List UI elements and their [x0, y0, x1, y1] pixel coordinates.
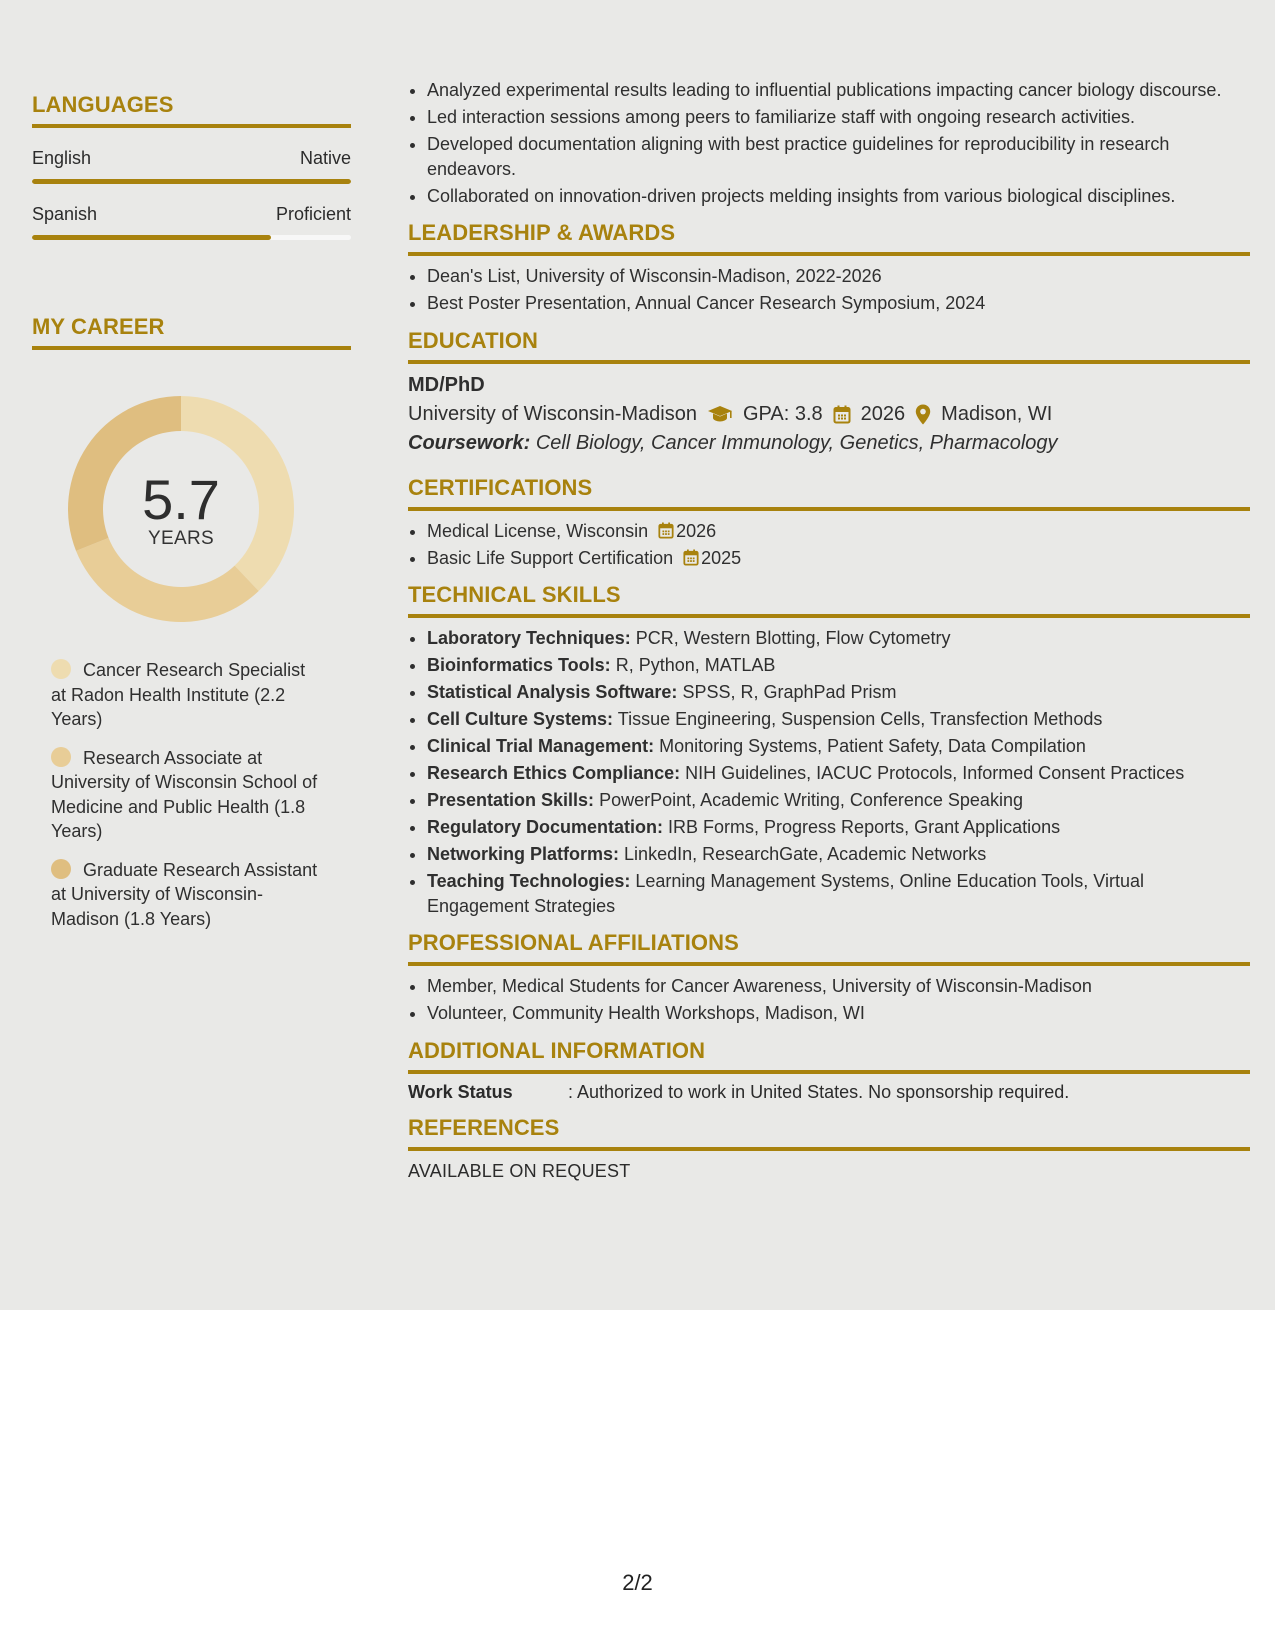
- calendar-icon: [683, 549, 699, 566]
- section-title: EDUCATION: [408, 328, 1250, 364]
- list-item: [427, 761, 1250, 786]
- list-item: • Led interaction sessions among peers to familiarize staff with ongoing research activities.: [427, 105, 1250, 130]
- left-column: [32, 92, 351, 945]
- list-item: [427, 815, 1250, 840]
- career-total-unit: YEARS: [148, 528, 214, 549]
- skill-label: Presentation Skills:: [427, 790, 595, 810]
- list-item: [427, 842, 1250, 867]
- skill-label: Regulatory Documentation:: [427, 817, 664, 837]
- list-item: [427, 707, 1250, 732]
- page-number: 2/2: [622, 1570, 653, 1595]
- right-column: [408, 78, 1250, 1182]
- skill-value: Tissue Engineering, Suspension Cells, Transfection Methods: [617, 709, 1103, 729]
- career-donut-chart: [66, 394, 296, 624]
- list-item: [427, 653, 1250, 678]
- location-pin-icon: [915, 404, 931, 425]
- languages-title: LANGUAGES: [32, 92, 351, 128]
- section-title: LEADERSHIP & AWARDS: [408, 220, 1250, 256]
- list-item: [427, 734, 1250, 759]
- section-title: REFERENCES: [408, 1115, 1250, 1151]
- list-item: • Best Poster Presentation, Annual Cancer Research Symposium, 2024: [427, 291, 1250, 316]
- skill-value: LinkedIn, ResearchGate, Academic Networks: [624, 844, 987, 864]
- skill-value: Learning Management Systems, Online Education Tools, Virtual Engagement Strategies: [427, 871, 1144, 916]
- legend-dot: [51, 747, 71, 767]
- skill-label: Networking Platforms:: [427, 844, 620, 864]
- calendar-icon: [833, 405, 851, 424]
- list-item: • Member, Medical Students for Cancer Awareness, University of Wisconsin-Madison: [427, 974, 1250, 999]
- career-total-years: 5.7: [142, 468, 220, 531]
- education-details: [408, 403, 1250, 426]
- career-title: MY CAREER: [32, 314, 351, 350]
- list-item: • Developed documentation aligning with best practice guidelines for reproducibility in research endeavors.: [427, 132, 1250, 181]
- skill-value: PowerPoint, Academic Writing, Conference Speaking: [599, 790, 1023, 810]
- certification-year: 2025: [701, 547, 742, 568]
- calendar-icon: [658, 522, 674, 539]
- list-item: [427, 869, 1250, 918]
- language-level: Proficient: [275, 204, 351, 224]
- language-spanish: [32, 204, 351, 240]
- legend-dot: [51, 859, 71, 879]
- list-item: • Collaborated on innovation-driven projects melding insights from various biological disciplines.: [427, 184, 1250, 209]
- skill-label: Laboratory Techniques:: [427, 628, 631, 648]
- experience-bullets: [408, 78, 1250, 208]
- references-text: AVAILABLE ON REQUEST: [408, 1160, 631, 1181]
- degree-name: MD/PhD: [408, 373, 485, 396]
- section-title: ADDITIONAL INFORMATION: [408, 1038, 1250, 1074]
- skill-value: R, Python, MATLAB: [615, 655, 776, 675]
- language-name: Spanish: [32, 204, 98, 224]
- skill-label: Teaching Technologies:: [427, 871, 631, 891]
- graduation-cap-icon: [707, 405, 733, 423]
- list-item: • Dean's List, University of Wisconsin-Madison, 2022-2026: [427, 264, 1250, 289]
- references-section: [408, 1115, 1250, 1182]
- additional-info-section: [408, 1038, 1250, 1103]
- legend-item: [51, 858, 321, 932]
- skill-label: Bioinformatics Tools:: [427, 655, 611, 675]
- work-status-label: Work Status: [408, 1081, 513, 1102]
- career-legend: [51, 658, 321, 931]
- certification-name: Medical License, Wisconsin: [427, 520, 649, 541]
- work-status-value: : Authorized to work in United States. No sponsorship required.: [568, 1081, 1070, 1102]
- legend-label: Cancer Research Specialist at Radon Health Institute (2.2 Years): [51, 660, 306, 729]
- certification-year: 2026: [676, 520, 717, 541]
- coursework-label: Coursework:: [408, 431, 531, 454]
- list-item: [427, 626, 1250, 651]
- list-item: [427, 519, 1250, 544]
- education-section: [408, 328, 1250, 455]
- language-english: [32, 148, 351, 184]
- language-bar-fill: [32, 179, 351, 184]
- technical-skills-section: [408, 582, 1250, 918]
- certifications-section: [408, 475, 1250, 571]
- leadership-section: [408, 220, 1250, 316]
- legend-dot: [51, 659, 71, 679]
- graduation-year: 2026: [860, 402, 906, 425]
- skill-value: SPSS, R, GraphPad Prism: [682, 682, 897, 702]
- school-name: University of Wisconsin-Madison: [408, 402, 697, 425]
- skill-label: Research Ethics Compliance:: [427, 763, 681, 783]
- list-item: [427, 788, 1250, 813]
- list-item: • Volunteer, Community Health Workshops, Madison, WI: [427, 1001, 1250, 1026]
- section-title: CERTIFICATIONS: [408, 475, 1250, 511]
- skill-value: NIH Guidelines, IACUC Protocols, Informed Consent Practices: [685, 763, 1185, 783]
- work-status: [408, 1082, 1250, 1103]
- coursework-list: Cell Biology, Cancer Immunology, Genetics, Pharmacology: [535, 431, 1058, 454]
- language-bar: [32, 179, 351, 184]
- language-bar: [32, 235, 351, 240]
- legend-label: Graduate Research Assistant at University of Wisconsin-Madison (1.8 Years): [51, 859, 318, 929]
- legend-item: [51, 746, 321, 844]
- skill-value: Monitoring Systems, Patient Safety, Data Compilation: [659, 736, 1086, 756]
- language-name: English: [32, 148, 92, 168]
- list-item: [427, 680, 1250, 705]
- skill-label: Clinical Trial Management:: [427, 736, 655, 756]
- skill-value: IRB Forms, Progress Reports, Grant Applications: [668, 817, 1061, 837]
- skill-label: Cell Culture Systems:: [427, 709, 614, 729]
- section-title: PROFESSIONAL AFFILIATIONS: [408, 930, 1250, 966]
- list-item: [427, 546, 1250, 571]
- affiliations-section: [408, 930, 1250, 1026]
- coursework: [408, 432, 1250, 455]
- skill-label: Statistical Analysis Software:: [427, 682, 678, 702]
- school-location: Madison, WI: [941, 402, 1053, 425]
- language-bar-fill: [32, 235, 271, 240]
- gpa: GPA: 3.8: [742, 402, 823, 425]
- legend-item: [51, 658, 321, 732]
- language-level: Native: [299, 148, 351, 168]
- certification-name: Basic Life Support Certification: [427, 547, 674, 568]
- list-item: • Analyzed experimental results leading to influential publications impacting cancer biology discourse.: [427, 78, 1250, 103]
- section-title: TECHNICAL SKILLS: [408, 582, 1250, 618]
- legend-label: Research Associate at University of Wisconsin School of Medicine and Public Health (1.8 Years): [51, 747, 318, 841]
- skill-value: PCR, Western Blotting, Flow Cytometry: [635, 628, 951, 648]
